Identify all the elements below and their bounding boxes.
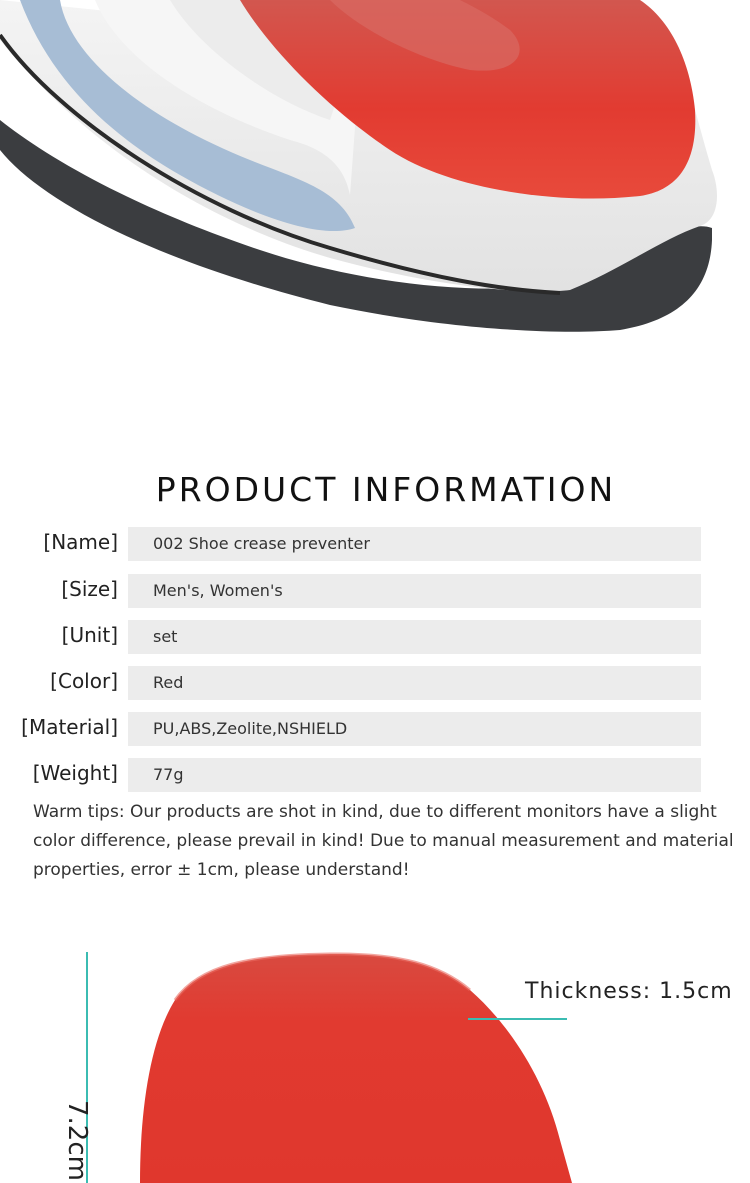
height-dimension-label: 7.2cm (62, 1100, 92, 1181)
spec-row-material (0, 712, 750, 746)
spec-label: [Color] (50, 669, 118, 693)
thickness-dimension-label: Thickness: 1.5cm (525, 979, 733, 1004)
spec-value: 002 Shoe crease preventer (128, 527, 701, 561)
spec-row-size (0, 574, 750, 608)
spec-label: [Material] (21, 715, 118, 739)
spec-value: Men's, Women's (128, 574, 701, 608)
spec-value: Red (128, 666, 701, 700)
spec-label: [Size] (61, 577, 118, 601)
red-shield-shape (140, 954, 572, 1183)
spec-row-color (0, 666, 750, 700)
shield-dimension-photo (0, 940, 750, 1183)
shoe-photo (0, 0, 750, 360)
spec-label: [Unit] (61, 623, 118, 647)
spec-value: PU,ABS,Zeolite,NSHIELD (128, 712, 701, 746)
section-title: PRODUCT INFORMATION (155, 470, 617, 509)
spec-value: set (128, 620, 701, 654)
spec-row-weight (0, 758, 750, 792)
spec-row-unit (0, 620, 750, 654)
spec-value: 77g (128, 758, 701, 792)
spec-label: [Name] (43, 530, 118, 554)
warm-tips: Warm tips: Our products are shot in kind, due to different monitors have a slight color difference, please prevail in kind! Due to manual measurement and material properties, error ± 1cm, please understand! (33, 802, 734, 880)
spec-label: [Weight] (32, 761, 118, 785)
spec-row-name (0, 527, 750, 561)
